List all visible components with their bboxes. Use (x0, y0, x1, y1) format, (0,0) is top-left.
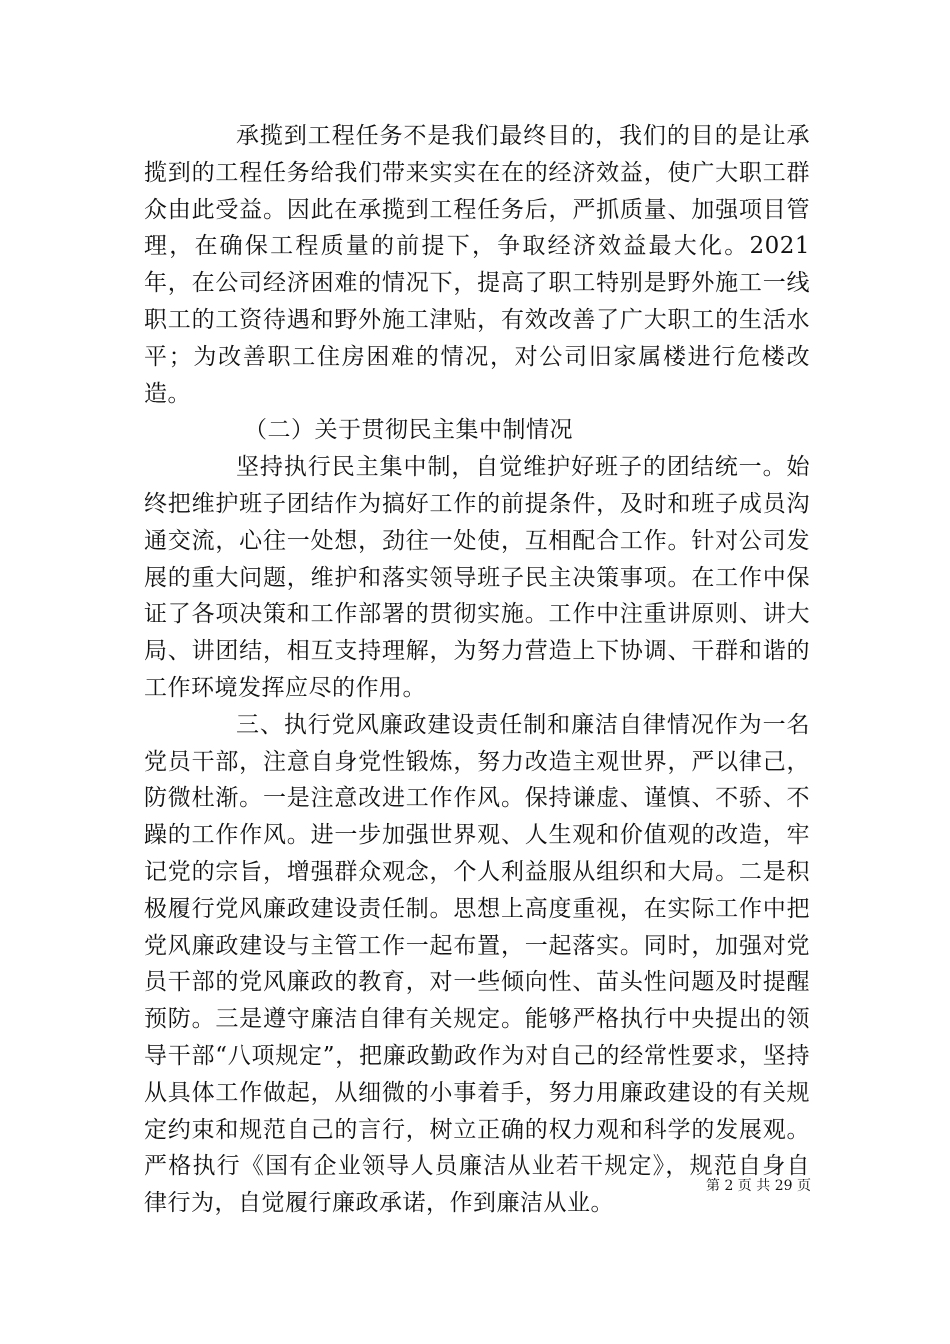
paragraph-engineering-benefits: 承揽到工程任务不是我们最终目的，我们的目的是让承揽到的工程任务给我们带来实实在在的经济效益，使广大职工群众由此受益。因此在承揽到工程任务后，严抓质量、加强项目管理，在确保工程质量的前提下，争取经济效益最大化。2021年，在公司经济困难的情况下，提高了职工特别是野外施工一线职工的工资待遇和野外施工津贴，有效改善了广大职工的生活水平；为改善职工住房困难的情况，对公司旧家属楼进行危楼改造。 (144, 123, 810, 407)
page-number-footer: 第 2 页 共 29 页 (706, 1178, 811, 1194)
paragraph-democratic-centralism: 坚持执行民主集中制，自觉维护好班子的团结统一。始终把维护班子团结作为搞好工作的前提条件，及时和班子成员沟通交流，心往一处想，劲往一处使，互相配合工作。针对公司发展的重大问题，维护和落实领导班子民主决策事项。在工作中保证了各项决策和工作部署的贯彻实施。工作中注重讲原则、讲大局、讲团结，相互支持理解，为努力营造上下协调、干群和谐的工作环境发挥应尽的作用。 (144, 454, 810, 701)
section-heading-democratic-centralism: （二）关于贯彻民主集中制情况 (244, 417, 573, 444)
document-body (144, 118, 810, 1222)
paragraph-integrity-self-discipline: 三、执行党风廉政建设责任制和廉洁自律情况作为一名党员干部，注意自身党性锻炼，努力改造主观世界，严以律己，防微杜渐。一是注意改进工作作风。保持谦虚、谨慎、不骄、不躁的工作作风。进一步加强世界观、人生观和价值观的改造，牢记党的宗旨，增强群众观念，个人利益服从组织和大局。二是积极履行党风廉政建设责任制。思想上高度重视，在实际工作中把党风廉政建设与主管工作一起布置，一起落实。同时，加强对党员干部的党风廉政的教育，对一些倾向性、苗头性问题及时提醒预防。三是遵守廉洁自律有关规定。能够严格执行中央提出的领导干部“八项规定”，把廉政勤政作为对自己的经常性要求，坚持从具体工作做起，从细微的小事着手，努力用廉政建设的有关规定约束和规范自己的言行，树立正确的权力观和科学的发展观。严格执行《国有企业领导人员廉洁从业若干规定》，规范自身自律行为，自觉履行廉政承诺，作到廉洁从业。 (144, 711, 810, 1217)
